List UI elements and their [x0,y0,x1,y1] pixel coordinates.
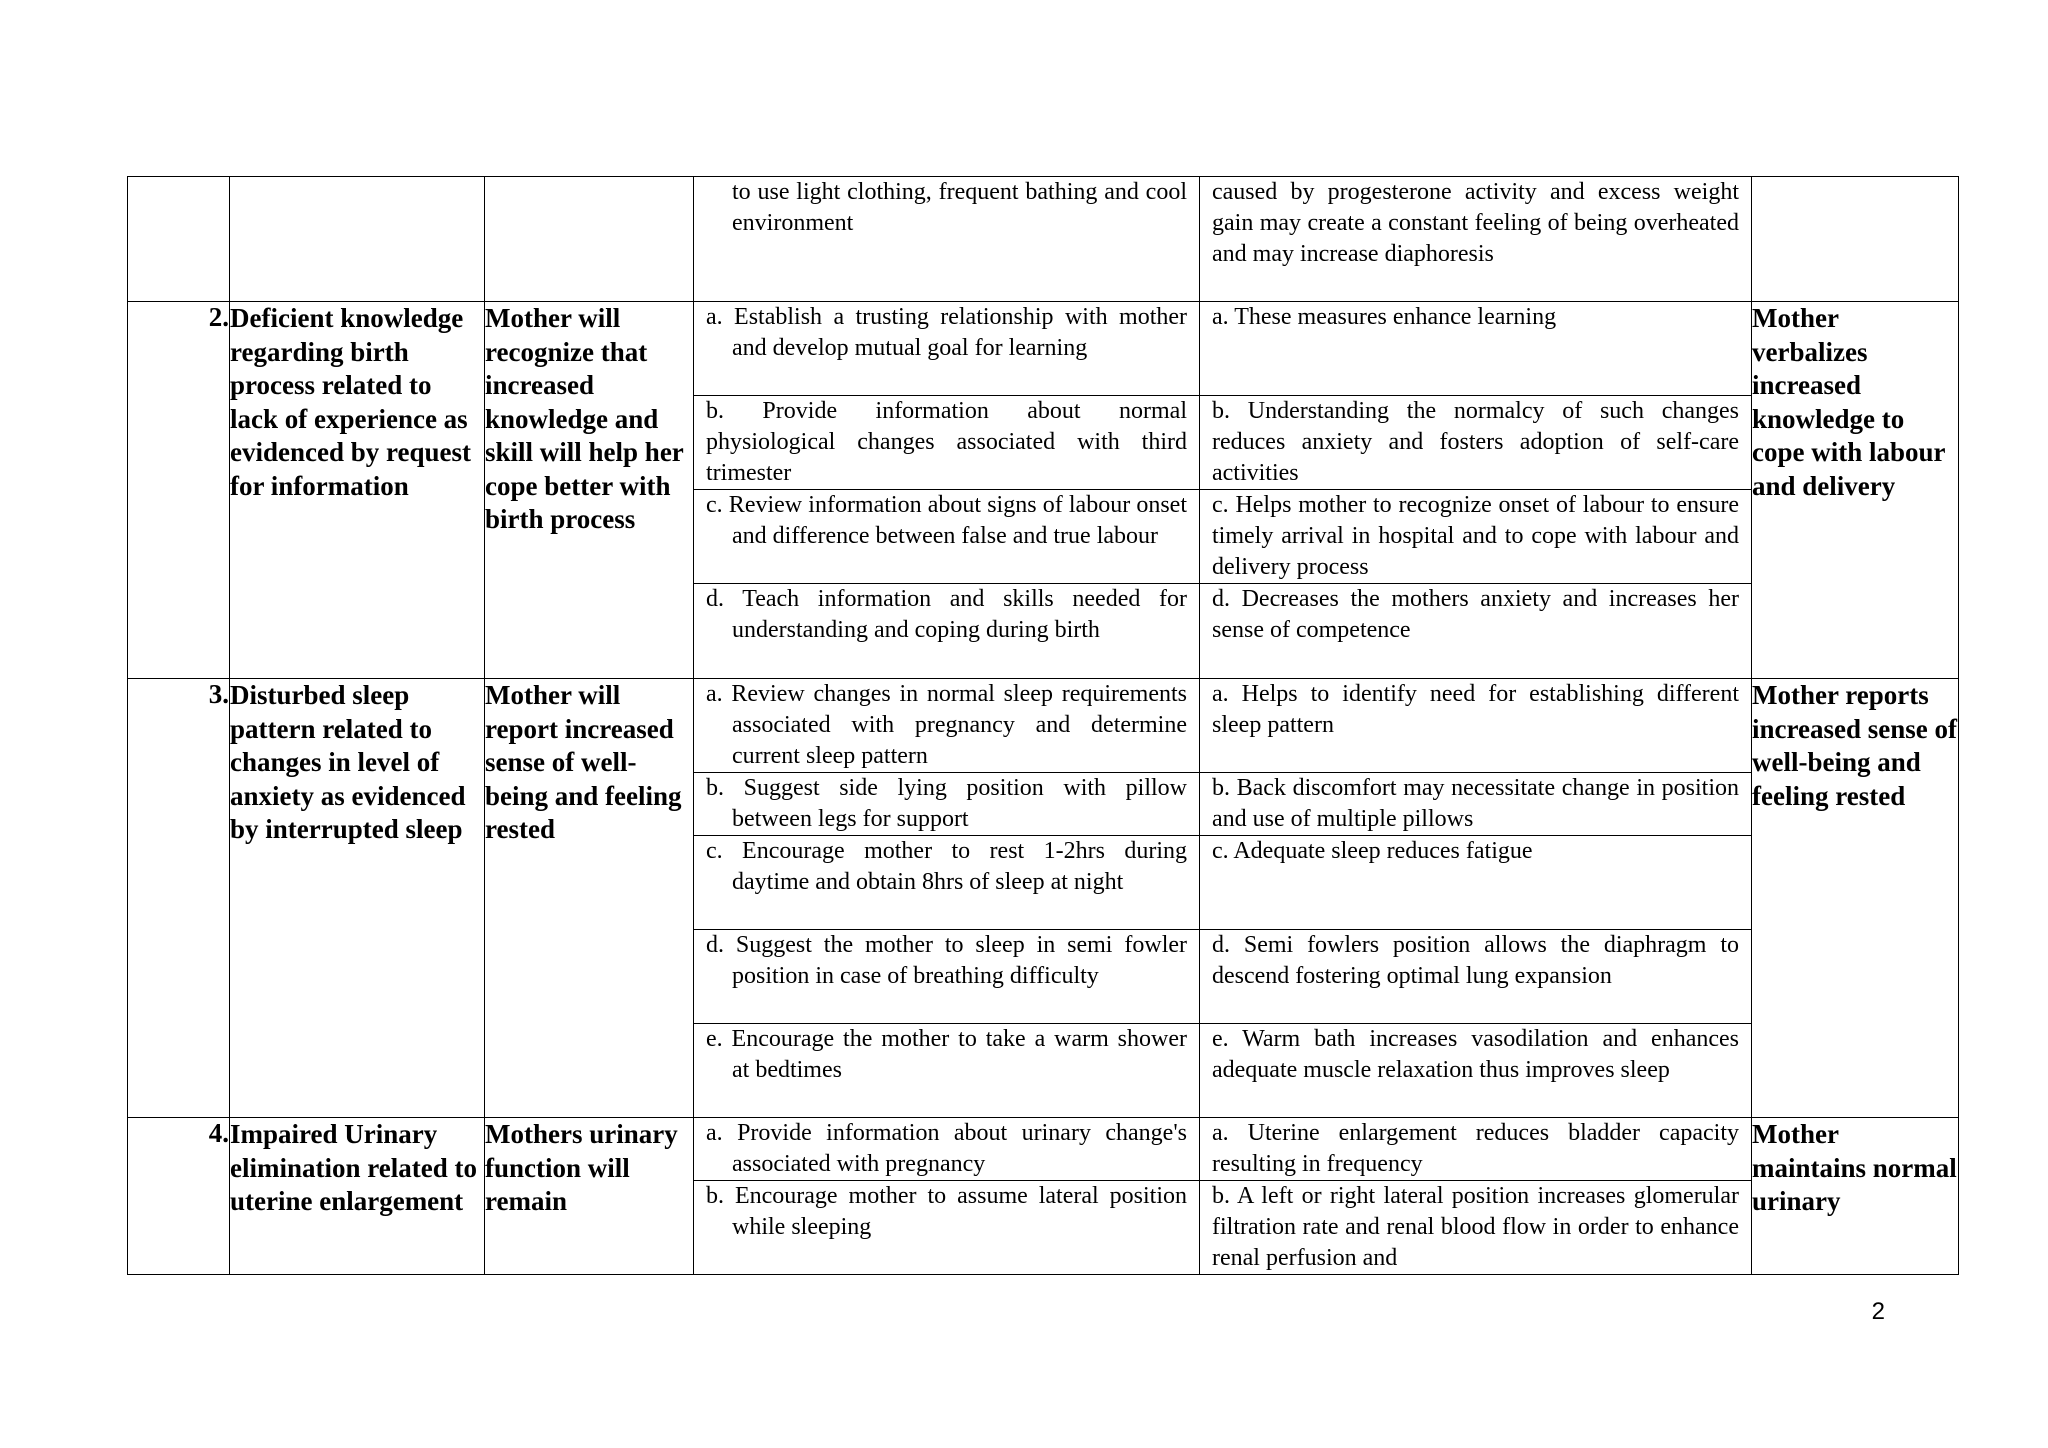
intervention-item: b. Provide information about normal physiological changes associated with third trimester [706,398,1187,486]
care-plan-table [127,176,1959,1275]
intervention-item: c. Encourage mother to rest 1-2hrs during daytime and obtain 8hrs of sleep at night [706,838,1187,895]
nursing-diagnosis: Impaired Urinary elimination related to uterine enlargement [230,1118,485,1275]
row-number: 4. [128,1118,230,1275]
goal: Mother will recognize that increased knowledge and skill will help her cope better with birth process [485,302,694,679]
nursing-diagnosis: Deficient knowledge regarding birth process related to lack of experience as evidenced by request for information [230,302,485,679]
table-row [128,1118,1959,1181]
rationale-item: a. Helps to identify need for establishing different sleep pattern [1212,681,1739,738]
table-row [128,302,1959,396]
rationale-item: b. Understanding the normalcy of such changes reduces anxiety and fosters adoption of self-care activities [1212,398,1739,486]
row-number: 3. [128,679,230,1118]
intervention-item: c. Review information about signs of labour onset and difference between false and true labour [706,492,1187,549]
rationale-item: b. Back discomfort may necessitate change in position and use of multiple pillows [1212,775,1739,832]
intervention-item: a. Establish a trusting relationship with mother and develop mutual goal for learning [706,304,1187,361]
rationale-item: b. A left or right lateral position increases glomerular filtration rate and renal blood flow in order to enhance renal perfusion and [1212,1183,1739,1271]
evaluation: Mother reports increased sense of well-being and feeling rested [1752,679,1959,1118]
nursing-diagnosis: Disturbed sleep pattern related to changes in level of anxiety as evidenced by interrupted sleep [230,679,485,1118]
rationale-item: c. Helps mother to recognize onset of labour to ensure timely arrival in hospital and to cope with labour and delivery process [1212,492,1739,580]
intervention-item: e. Encourage the mother to take a warm shower at bedtimes [706,1026,1187,1083]
number-cell [128,177,230,302]
goal: Mother will report increased sense of well-being and feeling rested [485,679,694,1118]
evaluation-cell [1752,177,1959,302]
intervention-item: b. Suggest side lying position with pillow between legs for support [706,775,1187,832]
intervention-item: d. Suggest the mother to sleep in semi fowler position in case of breathing difficulty [706,932,1187,989]
evaluation: Mother maintains normal urinary [1752,1118,1959,1275]
intervention-item: b. Encourage mother to assume lateral position while sleeping [706,1183,1187,1240]
rationale-item: d. Semi fowlers position allows the diaphragm to descend fostering optimal lung expansion [1212,932,1739,989]
evaluation: Mother verbalizes increased knowledge to cope with labour and delivery [1752,302,1959,679]
rationale-cell [1200,177,1752,302]
row-number: 2. [128,302,230,679]
rationale-item: a. These measures enhance learning [1212,304,1557,330]
rationale-item: a. Uterine enlargement reduces bladder capacity resulting in frequency [1212,1120,1739,1177]
rationale-item: c. Adequate sleep reduces fatigue [1212,838,1533,864]
table-row [128,679,1959,773]
rationale-text: caused by progesterone activity and excess weight gain may create a constant feeling of being overheated and may increase diaphoresis [1212,179,1739,267]
intervention-item: a. Provide information about urinary change's associated with pregnancy [706,1120,1187,1177]
intervention-item: a. Review changes in normal sleep requirements associated with pregnancy and determine current sleep pattern [706,681,1187,769]
goal-cell [485,177,694,302]
goal: Mothers urinary function will remain [485,1118,694,1275]
rationale-item: d. Decreases the mothers anxiety and increases her sense of competence [1212,586,1739,643]
continuation-row [128,177,1959,302]
intervention-cell [694,177,1200,302]
intervention-text: to use light clothing, frequent bathing and cool environment [732,179,1187,236]
rationale-item: e. Warm bath increases vasodilation and enhances adequate muscle relaxation thus improves sleep [1212,1026,1739,1083]
page-number: 2 [1871,1298,1885,1325]
diagnosis-cell [230,177,485,302]
intervention-item: d. Teach information and skills needed for understanding and coping during birth [706,586,1187,643]
